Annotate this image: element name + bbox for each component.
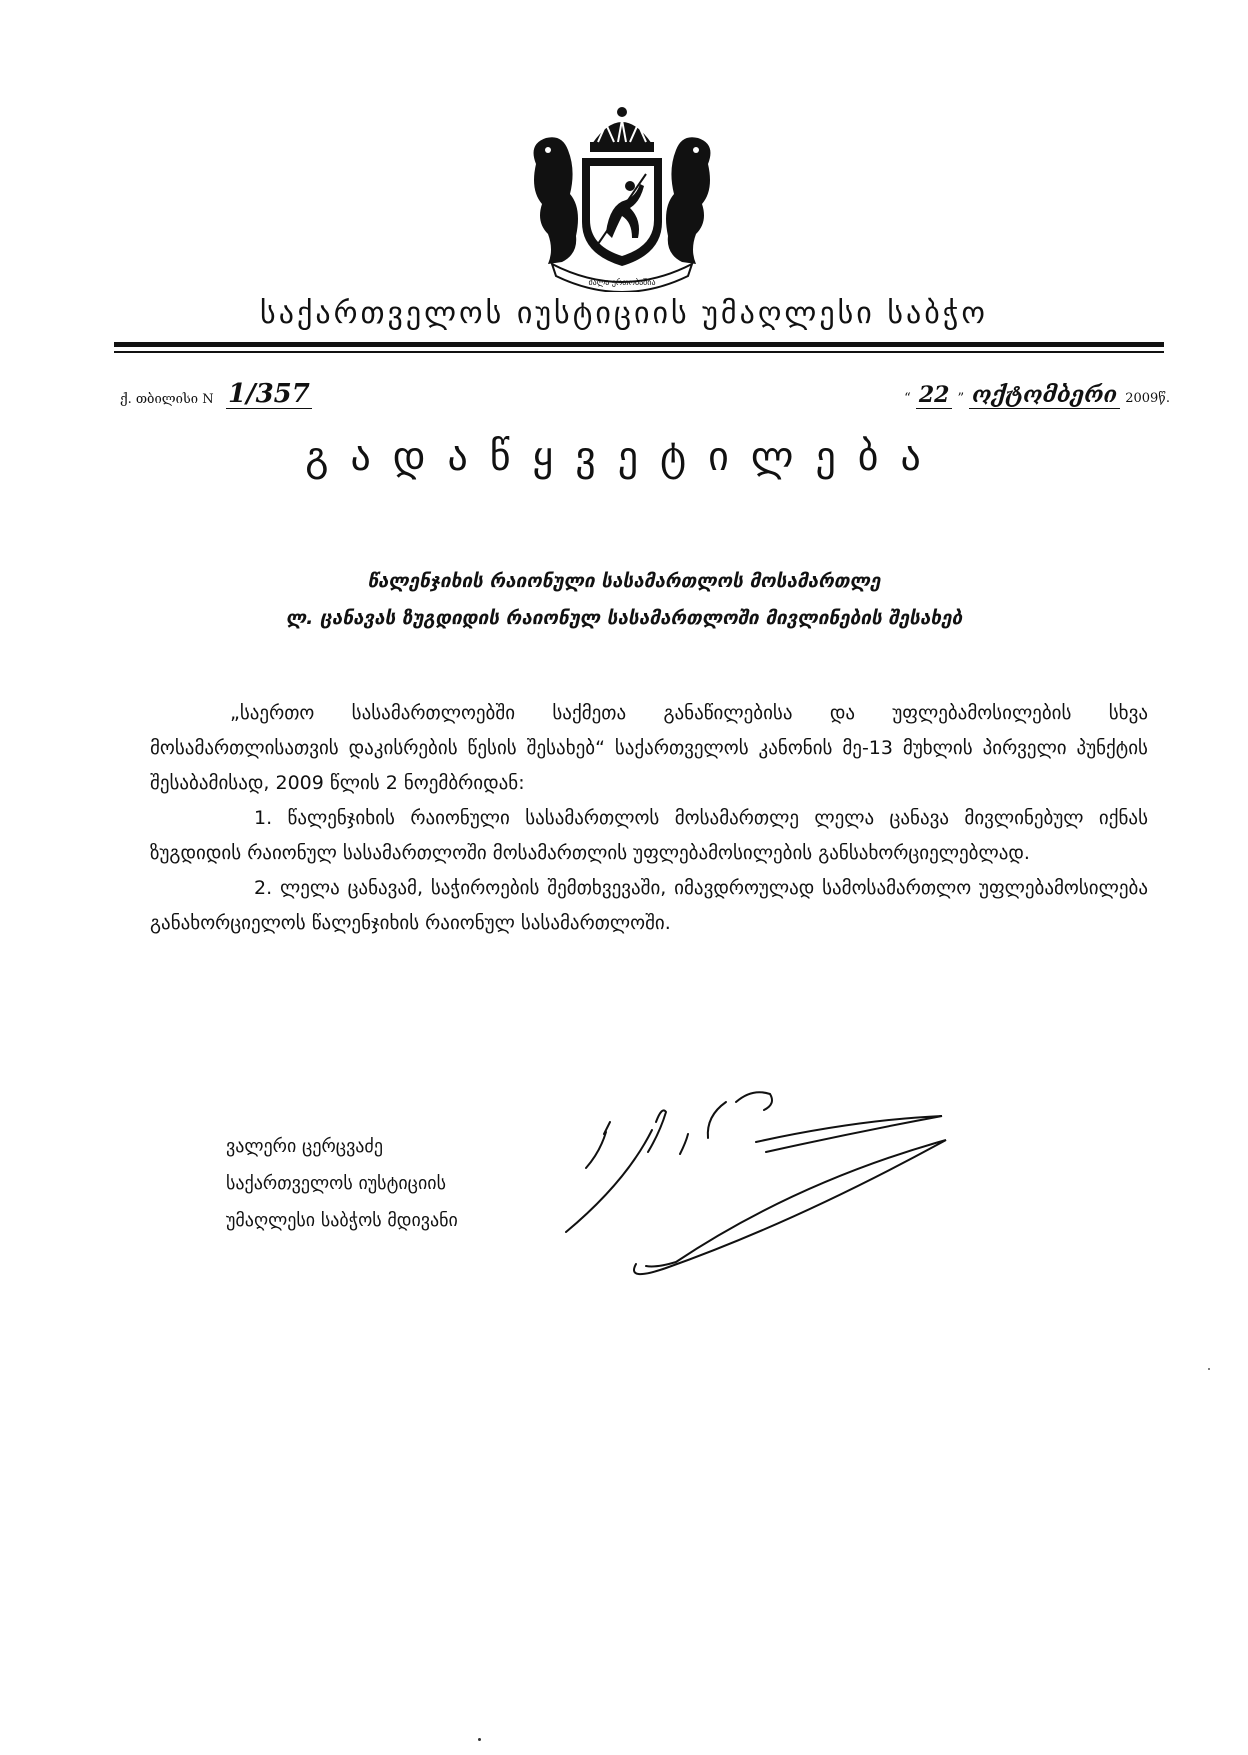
council-name: საქართველოს იუსტიციის უმაღლესი საბჭო [260, 296, 988, 331]
date-month: ოქტომბერი [969, 382, 1120, 409]
document-number-label: ქ. თბილისი N [120, 392, 214, 407]
date-day: 22 [916, 382, 953, 409]
scan-speck [1208, 1368, 1210, 1370]
shield-icon [582, 158, 662, 266]
signer-block [226, 1128, 458, 1239]
lion-left-icon [534, 137, 578, 264]
subject-line-1: წალენჯიხის რაიონული სასამართლოს მოსამართლე [367, 570, 881, 592]
preamble-paragraph: „საერთო სასამართლოებში საქმეთა განაწილებისა და უფლებამოსილების სხვა მოსამართლისათვის დაკისრების წესის შესახებ“ საქართველოს კანონის მე-13 მუხლის პირველი პუნქტის შესაბამისად, 2009 წლის 2 ნოემბრიდან: [150, 702, 1148, 794]
decision-item-1: 1. წალენჯიხის რაიონული სასამართლოს მოსამართლე ლელა ცანავა მივლინებულ იქნას ზუგდიდის რაიონულ სასამართლოში მოსამართლის უფლებამოსილების განსახორციელებლად. [150, 807, 1148, 864]
date-year: 2009 [1125, 391, 1159, 406]
document-date: “ 22 ” ოქტომბერი 2009წ. [904, 382, 1170, 408]
document-number-value: 1/357 [228, 379, 310, 409]
handwritten-signature [556, 1072, 996, 1282]
crown-icon [590, 107, 654, 152]
date-suffix: წ. [1158, 391, 1170, 406]
document-body [150, 696, 1148, 941]
signer-position-line-1: საქართველოს იუსტიციის [226, 1173, 446, 1194]
header-rule-thick [114, 342, 1164, 347]
motto-text: ძალა ერთობაშია [588, 278, 656, 287]
motto-ribbon [552, 264, 692, 292]
scan-speck [478, 1738, 481, 1741]
decision-item-2: 2. ლელა ცანავამ, საჭიროების შემთხვევაში, იმავდროულად სამოსამართლო უფლებამოსილება განახორციელოს წალენჯიხის რაიონულ სასამართლოში. [150, 877, 1148, 934]
document-title: გადაწყვეტილება [305, 434, 943, 480]
subject-line-2: ლ. ცანავას ზუგდიდის რაიონულ სასამართლოში მივლინების შესახებ [285, 607, 963, 629]
coat-of-arms-emblem [518, 104, 726, 292]
header-rule-thin [114, 351, 1164, 353]
signer-name: ვალერი ცერცვაძე [226, 1136, 383, 1157]
signer-position-line-2: უმაღლესი საბჭოს მდივანი [226, 1210, 458, 1231]
lion-right-icon [666, 137, 710, 264]
